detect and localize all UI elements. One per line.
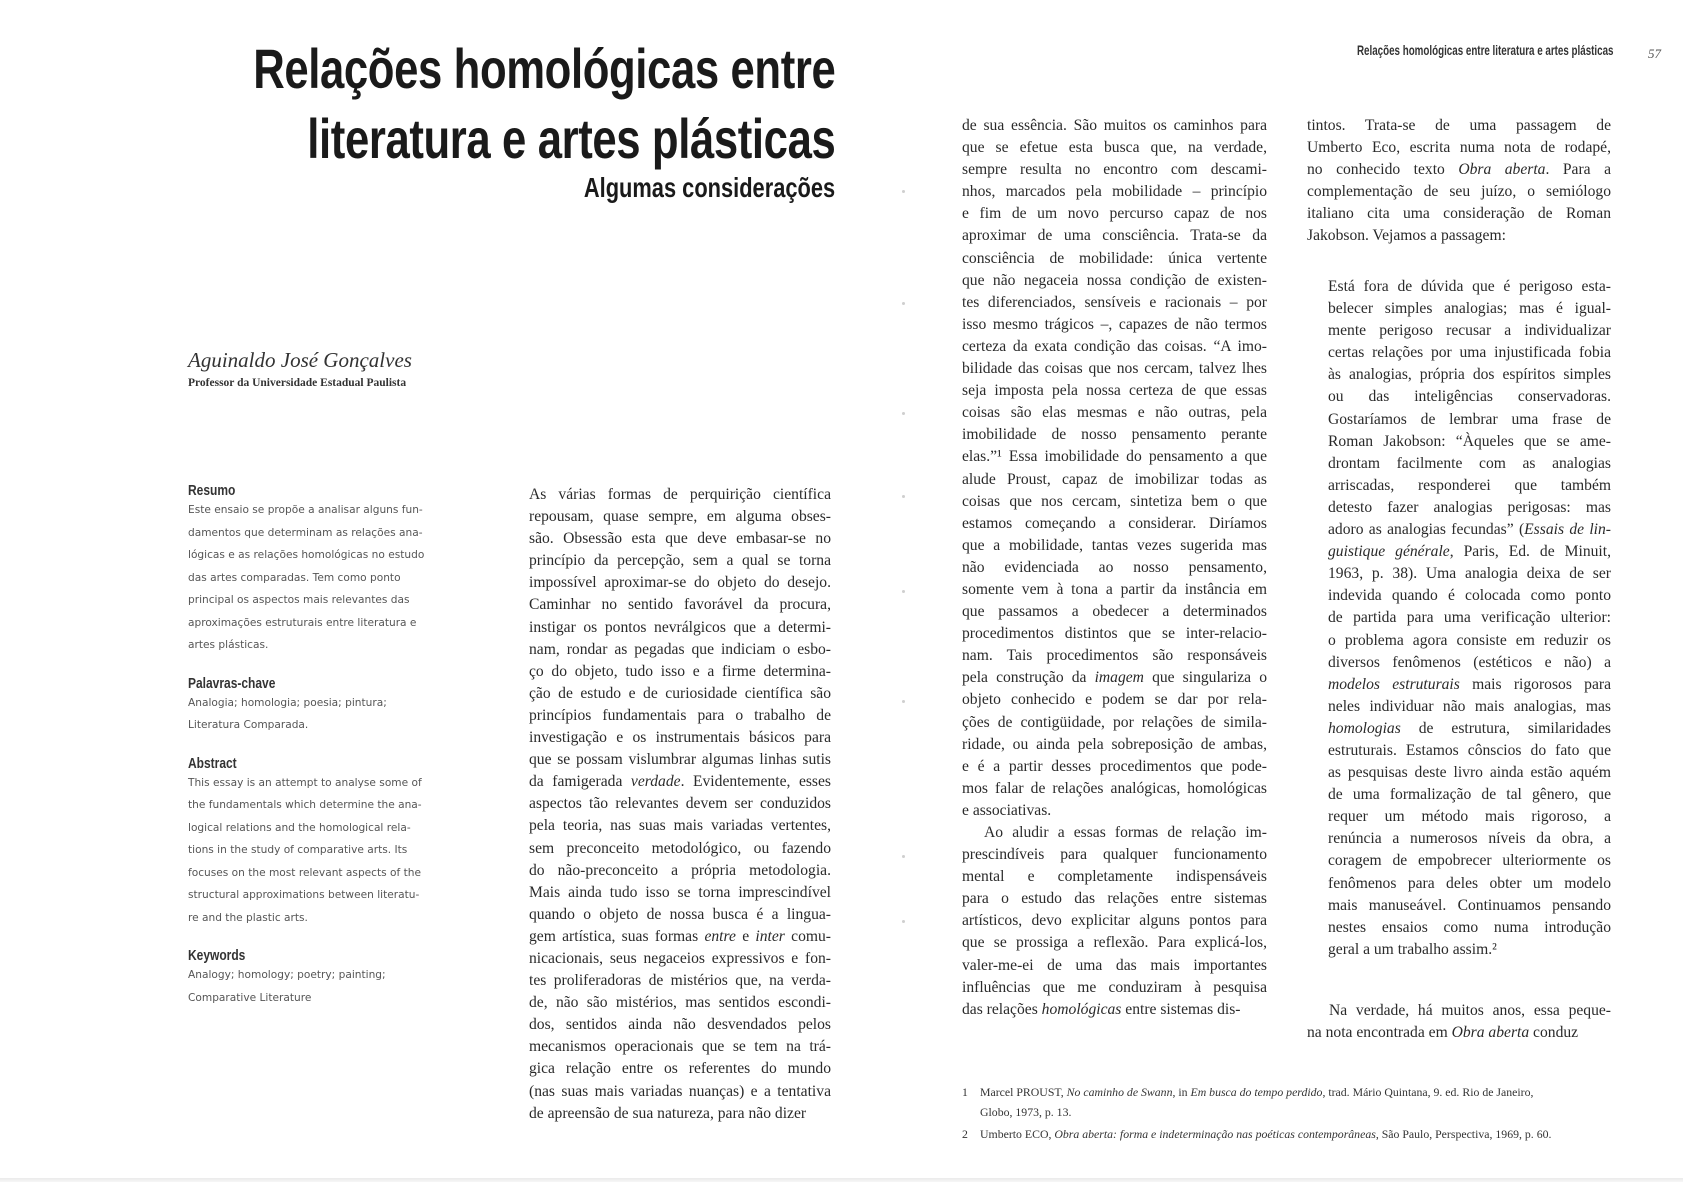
text-line: gica relação entre os referentes do mundo: [529, 1060, 831, 1078]
title-line-2: literatura e artes plásticas: [306, 107, 835, 170]
text-line: damentos que determinam as relações ana-: [188, 526, 423, 539]
text-line: nhos, marcados pela mobilidade – princípio: [962, 183, 1267, 201]
text-line: do não-preconceito a própria metodologia.: [529, 861, 831, 879]
text-line: artísticos, devo explicitar alguns pontos para: [962, 912, 1267, 930]
text-line: structural approximations between literatu-: [188, 889, 420, 901]
text-line: pela teoria, nas suas mais variadas vertentes,: [529, 817, 831, 835]
text-line: às analogias, própria dos espíritos simples: [1328, 366, 1611, 384]
text-line: que se prossiga a reflexão. Para explicá-los,: [962, 934, 1267, 952]
text-line: principal os aspectos mais relevantes das: [188, 594, 410, 606]
text-line: certas relações por uma injustificada fobia: [1328, 344, 1611, 362]
text-line: focuses on the most relevant aspects of the: [188, 866, 422, 879]
text-line: re and the plastic arts.: [188, 911, 308, 924]
article-title: [89, 34, 835, 174]
footnote-text: Umberto ECO, Obra aberta: forma e indeterminação nas poéticas contemporâneas, São Paulo, Perspectiva, 1969, p. 60.: [980, 1127, 1552, 1141]
text-line: estamos começando a considerar. Diríamos: [962, 514, 1267, 532]
text-line: aproximações estruturais entre literatura e: [188, 616, 417, 629]
text-line: indevida quando é colocada como ponto: [1328, 587, 1611, 605]
text-line: Mais ainda tudo isso se torna imprescindível: [529, 883, 831, 901]
text-line: tions in the study of comparative arts. Its: [188, 844, 408, 856]
text-line: de sua essência. São muitos os caminhos para: [962, 117, 1267, 134]
text-line: sempre resulta no encontro com descami-: [962, 161, 1267, 179]
text-line: mais manuseável. Continuamos pensando: [1328, 896, 1611, 914]
gutter-mark: [902, 920, 905, 923]
text-line: coisas são elas mesmas e não outras, pela: [962, 404, 1267, 422]
text-line: princípios fundamentais para o trabalho de: [529, 706, 831, 724]
text-line: 1963, p. 38). Uma analogia deixa de ser: [1328, 565, 1611, 583]
text-line: são. Obsessão esta que deve embasar-se no: [529, 530, 831, 548]
text-line: dos, sentidos ainda não desvendados pelos: [529, 1016, 831, 1034]
text-line: italiano cita uma consideração de Roman: [1307, 205, 1611, 223]
section-palavras-chave: [188, 675, 438, 737]
footnotes: [962, 1082, 1612, 1144]
gutter-mark: [902, 190, 905, 193]
text-line: sem preconceito metodológico, ou fazendo: [529, 839, 831, 857]
text-line: Na verdade, há muitos anos, essa peque-: [1329, 1002, 1611, 1019]
footnote-number: 2: [962, 1127, 968, 1141]
text-line: que se efetue esta busca que, na verdade,: [962, 139, 1267, 157]
text-line: certeza da exata condição das coisas. “A imo-: [962, 337, 1267, 355]
abstract-sidebar: [188, 482, 438, 1009]
text-line: Comparative Literature: [188, 991, 312, 1004]
article-subtitle: Algumas considerações: [583, 172, 835, 203]
text-line: requer um método mais rigoroso, a: [1328, 808, 1611, 826]
text-line: estruturais. Estamos cônscios do fato que: [1328, 741, 1611, 759]
text-line: nestes ensaios como numa introdução: [1328, 918, 1611, 936]
text-line: arriscadas, responderei que também: [1328, 476, 1611, 494]
text-line: tes proliferadoras de mistérios que, na verda-: [529, 972, 831, 990]
text-line: complementação de seu juízo, o semiólogo: [1307, 183, 1611, 201]
text-line: aproximar de uma consciência. Trata-se da: [962, 227, 1267, 245]
text-line: logical relations and the homological rela-: [188, 821, 411, 834]
text-line: As várias formas de perquirição científica: [529, 486, 831, 503]
text-line: quando o objeto de nossa busca é a lingua-: [529, 905, 831, 923]
text-line: de, não são mistérios, mas sentidos escondi-: [529, 994, 831, 1012]
text-line: na nota encontrada em Obra aberta conduz: [1307, 1024, 1579, 1042]
text-line: somente vem à tona a partir da instância em: [962, 580, 1267, 598]
text-line: tintos. Trata-se de uma passagem de: [1307, 117, 1611, 134]
section-heading: Abstract: [188, 754, 237, 772]
page-bottom-edge: [0, 1178, 1683, 1182]
section-body: [188, 692, 438, 737]
text-line: das relações homológicas entre sistemas dis-: [962, 1000, 1241, 1018]
gutter-mark: [902, 590, 905, 593]
text-line: de partida para uma verificação ulterior:: [1328, 609, 1611, 627]
text-line: aspectos tão relevantes devem ser conduzidos: [529, 795, 831, 813]
text-line: Roman Jakobson: “Àqueles que se ame-: [1328, 432, 1611, 450]
text-line: geral a um trabalho assim.²: [1328, 940, 1497, 958]
text-line: e é a partir desses procedimentos que pode-: [962, 757, 1267, 775]
text-line: repousam, quase sempre, em alguma obses-: [529, 508, 831, 526]
text-line: the fundamentals which determine the ana-: [188, 799, 422, 811]
text-line: ou das inteligências conservadoras.: [1328, 388, 1611, 406]
text-line: Este ensaio se propõe a analisar alguns fun-: [188, 504, 423, 516]
text-line: alude Proust, capaz de imobilizar todas as: [962, 470, 1267, 488]
text-line: elas.”¹ Essa imobilidade do pensamento a que: [962, 448, 1267, 466]
section-body: [188, 772, 438, 930]
text-line: isso mesmo trágicos –, capazes de não termos: [962, 315, 1267, 333]
page-number: 57: [1648, 46, 1661, 61]
text-line: e fim de um novo percurso capaz de nos: [962, 205, 1267, 223]
text-line: gem artística, suas formas entre e inter comu-: [529, 927, 832, 945]
text-line: no conhecido texto Obra aberta. Para a: [1307, 161, 1611, 179]
text-line: que a mobilidade, tantas vezes sugerida mas: [962, 536, 1267, 554]
footnote-text: Marcel PROUST, No caminho de Swann, in Em busca do tempo perdido, trad. Mário Quintana, 9. ed. Rio de Janeiro,: [980, 1085, 1534, 1099]
text-line: lógicas e as relações homológicas no estudo: [188, 549, 425, 561]
text-line: princípio da percepção, sem a qual se torna: [529, 552, 831, 570]
author-affiliation: Professor da Universidade Estadual Paulista: [188, 377, 407, 389]
text-line: de uma formalização de tal gênero, que: [1328, 786, 1611, 804]
text-line: neles individuar não mais analogias, mas: [1328, 697, 1611, 715]
text-line: guistique générale, Paris, Ed. de Minuit,: [1328, 543, 1611, 561]
text-line: nam. Tais procedimentos são responsáveis: [962, 647, 1267, 665]
text-line: mos falar de relações analógicas, homológicas: [962, 779, 1267, 797]
text-line: Ao aludir a essas formas de relação im-: [984, 824, 1267, 841]
section-heading: Resumo: [188, 482, 236, 499]
text-line: mecanismos operacionais que se tem na trá-: [529, 1038, 831, 1056]
gutter-mark: [902, 412, 905, 415]
text-line: de apreensão de sua natureza, para não dizer: [529, 1104, 807, 1122]
section-abstract: [188, 755, 438, 930]
text-line: o problema agora consiste em reduzir os: [1328, 631, 1611, 649]
text-line: ridade, ou ainda pela sobreposição de ambas,: [962, 735, 1267, 753]
footnote-text-cont: Globo, 1973, p. 13.: [980, 1105, 1072, 1119]
text-line: prescindíveis para qualquer funcionamento: [962, 846, 1267, 864]
text-line: impossível aproximar-se do objeto do desejo.: [529, 574, 831, 592]
text-line: drontam facilmente com as analogias: [1328, 454, 1611, 472]
text-line: (nas suas mais variadas nuanças) e a tentativa: [529, 1082, 831, 1100]
text-line: que não negaceia nossa condição de existen-: [962, 271, 1267, 289]
gutter-mark: [902, 302, 905, 305]
text-line: das artes comparadas. Tem como ponto: [188, 571, 401, 584]
text-line: da famigerada verdade. Evidentemente, esses: [529, 773, 831, 791]
text-line: as pesquisas deste livro ainda estão aquém: [1328, 764, 1611, 782]
text-line: objeto conhecido e podem se dar por rela-: [962, 691, 1267, 709]
text-line: Analogia; homologia; poesia; pintura;: [188, 696, 387, 709]
text-line: ção de estudo e de curiosidade científica são: [529, 684, 831, 702]
footnote-1: [962, 1082, 1612, 1122]
footnote-2: [962, 1124, 1612, 1144]
gutter-mark: [902, 700, 905, 703]
section-body: [188, 499, 438, 657]
footnote-number: 1: [962, 1085, 968, 1099]
text-line: This essay is an attempt to analyse some of: [188, 776, 422, 789]
text-line: consciência de mobilidade: única vertente: [962, 249, 1267, 267]
section-keywords: [188, 947, 438, 1009]
text-line: Analogy; homology; poetry; painting;: [188, 969, 386, 981]
text-line: Está fora de dúvida que é perigoso esta-: [1328, 278, 1611, 295]
text-line: fenômenos para deles obter um modelo: [1328, 874, 1611, 892]
block-quote: [1328, 276, 1611, 961]
text-line: ções de contigüidade, por relações de simila-: [962, 713, 1267, 731]
text-line: modelos estruturais mais rigorosos para: [1328, 675, 1611, 693]
section-body: [188, 964, 438, 1009]
running-head: Relações homológicas entre literatura e artes plásticas: [1356, 42, 1613, 58]
body-column-right-2-intro: [1307, 115, 1611, 248]
text-line: Umberto Eco, escrita numa nota de rodapé,: [1307, 139, 1611, 157]
text-line: ço do objeto, tudo isso e a firme determina-: [529, 662, 831, 680]
text-line: que se possam vislumbrar algumas linhas sutis: [529, 751, 831, 769]
title-line-1: Relações homológicas entre: [252, 37, 835, 100]
gutter-mark: [902, 495, 905, 498]
text-line: mental e completamente indispensáveis: [962, 868, 1267, 886]
text-line: não evidenciada ao nosso pensamento,: [962, 558, 1267, 576]
section-heading: Palavras-chave: [188, 674, 276, 692]
body-column-left: [529, 484, 831, 1125]
text-line: valer-me-ei de uma das mais importantes: [962, 956, 1267, 974]
text-line: Gostaríamos de lembrar uma frase de: [1328, 410, 1611, 428]
text-line: mente perigoso recusar a individualizar: [1328, 322, 1611, 340]
text-line: seja imposta pela nossa certeza de que essas: [962, 382, 1267, 400]
text-line: Literatura Comparada.: [188, 719, 309, 731]
text-line: bilidade das coisas que nos cercam, talvez lhes: [962, 360, 1267, 378]
text-line: investigação e os instrumentais básicos para: [529, 729, 831, 747]
text-line: renúncia a numerosos níveis da obra, a: [1328, 830, 1611, 848]
text-line: tes diferenciados, sensíveis e racionais – por: [962, 293, 1267, 311]
text-line: coisas que nos cercam, sintetiza bem o que: [962, 492, 1267, 510]
text-line: artes plásticas.: [188, 639, 269, 651]
text-line: belecer simples analogias; mas é igual-: [1328, 300, 1611, 318]
text-line: nam, rondar as pegadas que indiciam o esbo-: [529, 640, 831, 658]
text-line: e associativas.: [962, 801, 1052, 819]
gutter-mark: [902, 855, 905, 858]
text-line: homologias de estrutura, similaridades: [1328, 719, 1611, 737]
section-resumo: [188, 482, 438, 657]
text-line: procedimentos distintos que se inter-relacio-: [962, 625, 1267, 643]
body-column-right-1: [962, 115, 1267, 1021]
text-line: instigar os pontos nevrálgicos que a determi-: [529, 618, 831, 636]
text-line: diversos fenômenos (estéticos e não) a: [1328, 653, 1611, 671]
text-line: Caminhar no sentido favorável da procura,: [529, 596, 831, 614]
author-name: Aguinaldo José Gonçalves: [188, 348, 412, 372]
text-line: para o estudo das relações entre sistemas: [962, 890, 1267, 908]
text-line: adoro as analogias fecundas” (Essais de lin-: [1328, 521, 1612, 539]
text-line: pela construção da imagem que singulariza o: [962, 669, 1268, 687]
text-line: imobilidade de nosso pensamento perante: [962, 426, 1267, 444]
text-line: Jakobson. Vejamos a passagem:: [1307, 227, 1506, 245]
text-line: nicacionais, seus negaceios expressivos e fon-: [529, 949, 831, 967]
text-line: influências que me conduziram à pesquisa: [962, 978, 1267, 996]
text-line: detesto fazer analogias perigosas: mas: [1328, 498, 1611, 516]
text-line: coragem de empobrecer ulteriormente os: [1328, 852, 1611, 870]
body-column-right-2-outro: [1307, 1000, 1611, 1044]
text-line: que passamos a obedecer a determinados: [962, 603, 1267, 621]
section-heading: Keywords: [188, 947, 246, 964]
